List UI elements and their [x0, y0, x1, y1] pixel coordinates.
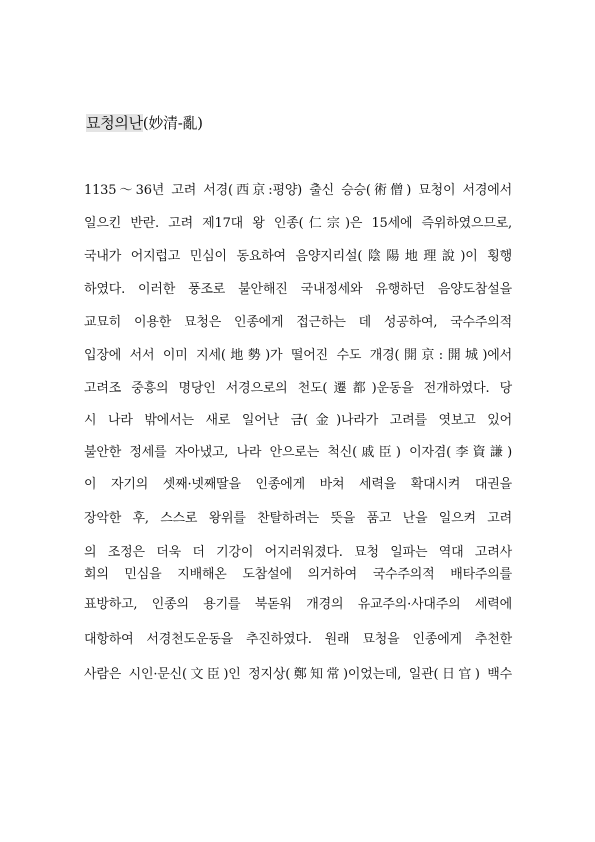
paragraph-line: 사람은 시인·문신(文臣)인 정지상(鄭知常)이었는데, 일관(日官) 백수 — [84, 667, 512, 682]
paragraph-line: 의 조정은 더욱 더 기강이 어지러워졌다. 묘청 일파는 역대 고려사 — [84, 545, 512, 560]
paragraph-line: 표방하고, 인종의 용기를 북돋워 개경의 유교주의·사대주의 세력에 — [84, 597, 512, 612]
paragraph-line: 시 나라 밖에서는 새로 일어난 금(金)나라가 고려를 엿보고 있어 — [84, 413, 512, 428]
paragraph-line: 국내가 어지럽고 민심이 동요하여 음양지리설(陰陽地理說)이 횡행 — [84, 249, 512, 264]
paragraph-line: 회의 민심을 지배해온 도참설에 의거하여 국수주의적 배타주의를 — [84, 567, 512, 582]
title-highlighted-text: 묘청의난 — [86, 114, 143, 132]
paragraph-line: 일으킨 반란. 고려 제17대 왕 인종(仁宗)은 15세에 즉위하였으므로, — [84, 216, 512, 231]
paragraph-line: 장악한 후, 스스로 왕위를 찬탈하려는 뜻을 품고 난을 일으켜 고려 — [84, 511, 512, 526]
paragraph-line: 하였다. 이러한 풍조로 불안해진 국내정세와 유행하던 음양도참설을 — [84, 282, 512, 297]
paragraph-line: 고려조 중흥의 명당인 서경으로의 천도(遷都)운동을 전개하였다. 당 — [84, 381, 512, 396]
document-title — [86, 112, 203, 134]
paragraph-line: 대항하여 서경천도운동을 추진하였다. 원래 묘청을 인종에게 추천한 — [84, 632, 512, 647]
paragraph-line: 불안한 정세를 자아냈고, 나라 안으로는 척신(戚臣) 이자겸(李資謙) — [84, 445, 512, 460]
title-hanja: (妙清-亂) — [142, 114, 203, 132]
paragraph-line: 이 자기의 셋째·넷째딸을 인종에게 바쳐 세력을 확대시켜 대권을 — [84, 477, 512, 492]
paragraph-line: 1135～36년 고려 서경(西京:평양) 출신 승승(術僧) 묘청이 서경에서 — [84, 183, 512, 198]
paragraph-line: 입장에 서서 이미 지세(地勢)가 떨어진 수도 개경(開京:開城)에서 — [84, 348, 512, 363]
paragraph-line: 교묘히 이용한 묘청은 인종에게 접근하는 데 성공하여, 국수주의적 — [84, 315, 512, 330]
